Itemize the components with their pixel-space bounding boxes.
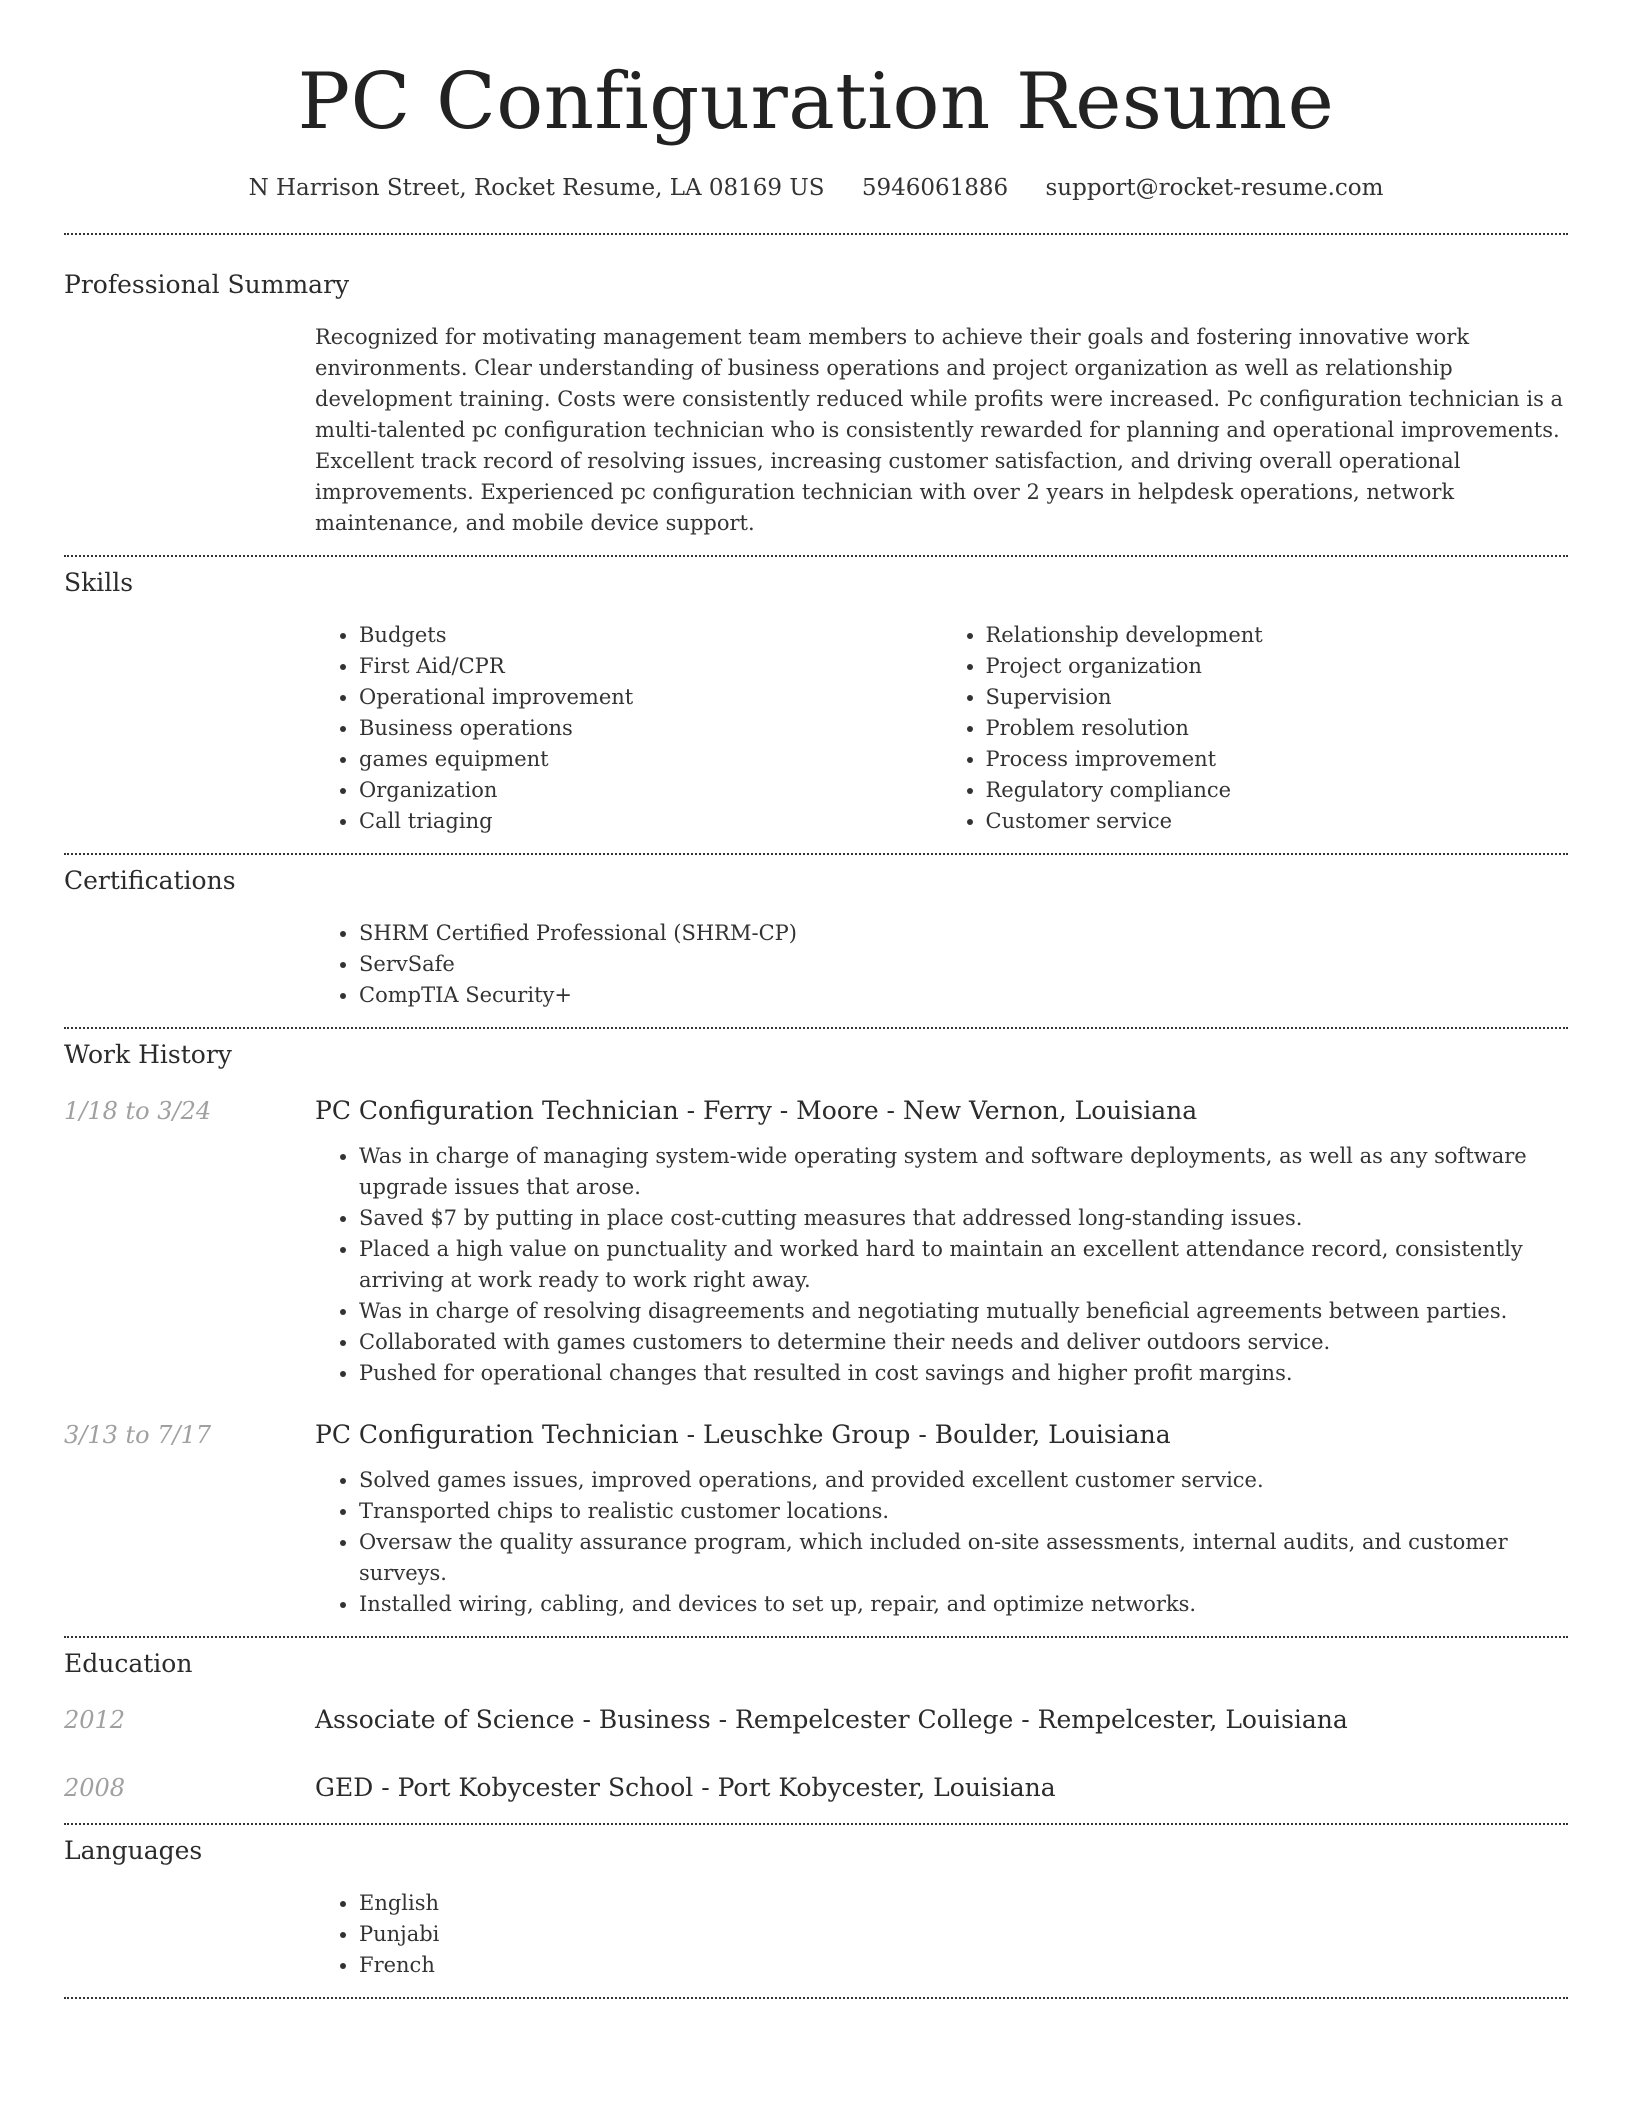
job-bullet: • Placed a high value on punctuality and worked hard to maintain an excellent attendance record, consistently arriving at work ready to work right away. [359, 1234, 1568, 1296]
certification-item: • ServSafe [359, 949, 1568, 980]
education-year: 2012 [64, 1706, 126, 1734]
job-bullet: • Was in charge of managing system-wide operating system and software deployments, as well as any software upgrade issues that arose. [359, 1141, 1568, 1203]
contact-line [64, 170, 1568, 206]
job-bullet: • Oversaw the quality assurance program, which included on-site assessments, internal audits, and customer surveys. [359, 1527, 1568, 1589]
resume-header [64, 0, 1568, 206]
job-title: PC Configuration Technician - Leuschke Group - Boulder, Louisiana [315, 1420, 1171, 1449]
skills-grid [315, 620, 1568, 837]
skill-item: • Supervision [986, 682, 1569, 713]
work-heading: Work History [64, 1040, 232, 1069]
education-section [64, 1638, 1568, 1805]
certifications-list [315, 918, 1568, 1011]
certifications-section [64, 855, 1568, 1011]
job-bullet: • Pushed for operational changes that resulted in cost savings and higher profit margins. [359, 1358, 1568, 1389]
skill-item: • Business operations [359, 713, 942, 744]
skills-list-left [315, 620, 942, 837]
education-heading: Education [64, 1649, 193, 1678]
job-dates: 3/13 to 7/17 [64, 1421, 212, 1449]
contact-phone: 5946061886 [861, 175, 1009, 201]
languages-list [315, 1888, 1568, 1981]
job-bullet: • Was in charge of resolving disagreements and negotiating mutually beneficial agreements between parties. [359, 1296, 1568, 1327]
job-bullets [315, 1141, 1568, 1389]
job-title: PC Configuration Technician - Ferry - Moore - New Vernon, Louisiana [315, 1096, 1198, 1125]
job-bullet: • Transported chips to realistic customer locations. [359, 1496, 1568, 1527]
contact-email: support@rocket-resume.com [1045, 175, 1384, 201]
job-bullet: • Installed wiring, cabling, and devices to set up, repair, and optimize networks. [359, 1589, 1568, 1620]
certification-item: • CompTIA Security+ [359, 980, 1568, 1011]
job-entry [64, 1094, 1568, 1128]
skills-section [64, 557, 1568, 837]
summary-heading: Professional Summary [64, 270, 350, 299]
skill-item: • Organization [359, 775, 942, 806]
skill-item: • Customer service [986, 806, 1569, 837]
work-section [64, 1029, 1568, 1620]
resume-title: PC Configuration Resume [297, 57, 1335, 147]
job-bullet: • Saved $7 by putting in place cost-cutting measures that addressed long-standing issues. [359, 1203, 1568, 1234]
certifications-heading: Certifications [64, 866, 236, 895]
skill-item: • Operational improvement [359, 682, 942, 713]
job-bullet: • Solved games issues, improved operations, and provided excellent customer service. [359, 1465, 1568, 1496]
skill-item: • Project organization [986, 651, 1569, 682]
skill-item: • Process improvement [986, 744, 1569, 775]
languages-section [64, 1825, 1568, 1981]
job-entry [64, 1418, 1568, 1452]
education-degree: Associate of Science - Business - Rempelcester College - Rempelcester, Louisiana [315, 1705, 1348, 1734]
skill-item: • First Aid/CPR [359, 651, 942, 682]
summary-section [64, 235, 1568, 539]
skills-list-right [942, 620, 1569, 837]
skill-item: • Budgets [359, 620, 942, 651]
language-item: • Punjabi [359, 1919, 1568, 1950]
skills-heading: Skills [64, 568, 134, 597]
job-bullets [315, 1465, 1568, 1620]
job-dates: 1/18 to 3/24 [64, 1097, 212, 1125]
skill-item: • Regulatory compliance [986, 775, 1569, 806]
education-entry [64, 1703, 1568, 1737]
skill-item: • Problem resolution [986, 713, 1569, 744]
contact-address: N Harrison Street, Rocket Resume, LA 08169 US [248, 175, 825, 201]
job-bullet: • Collaborated with games customers to determine their needs and deliver outdoors service. [359, 1327, 1568, 1358]
education-degree: GED - Port Kobycester School - Port Kobycester, Louisiana [315, 1773, 1056, 1802]
skill-item: • games equipment [359, 744, 942, 775]
divider [64, 1997, 1568, 1999]
certification-item: • SHRM Certified Professional (SHRM-CP) [359, 918, 1568, 949]
languages-heading: Languages [64, 1836, 203, 1865]
language-item: • English [359, 1888, 1568, 1919]
skill-item: • Relationship development [986, 620, 1569, 651]
language-item: • French [359, 1950, 1568, 1981]
summary-text: Recognized for motivating management team members to achieve their goals and fostering innovative work environments. Clear understanding of business operations and project organization as well as relationship development training. Costs were consistently reduced while profits were increased. Pc configuration technician is a multi-talented pc configuration technician who is consistently rewarded for planning and operational improvements. Excellent track record of resolving issues, increasing customer satisfaction, and driving overall operational improvements. Experienced pc configuration technician with over 2 years in helpdesk operations, network maintenance, and mobile device support. [315, 325, 1564, 535]
education-year: 2008 [64, 1774, 126, 1802]
education-entry [64, 1771, 1568, 1805]
skill-item: • Call triaging [359, 806, 942, 837]
